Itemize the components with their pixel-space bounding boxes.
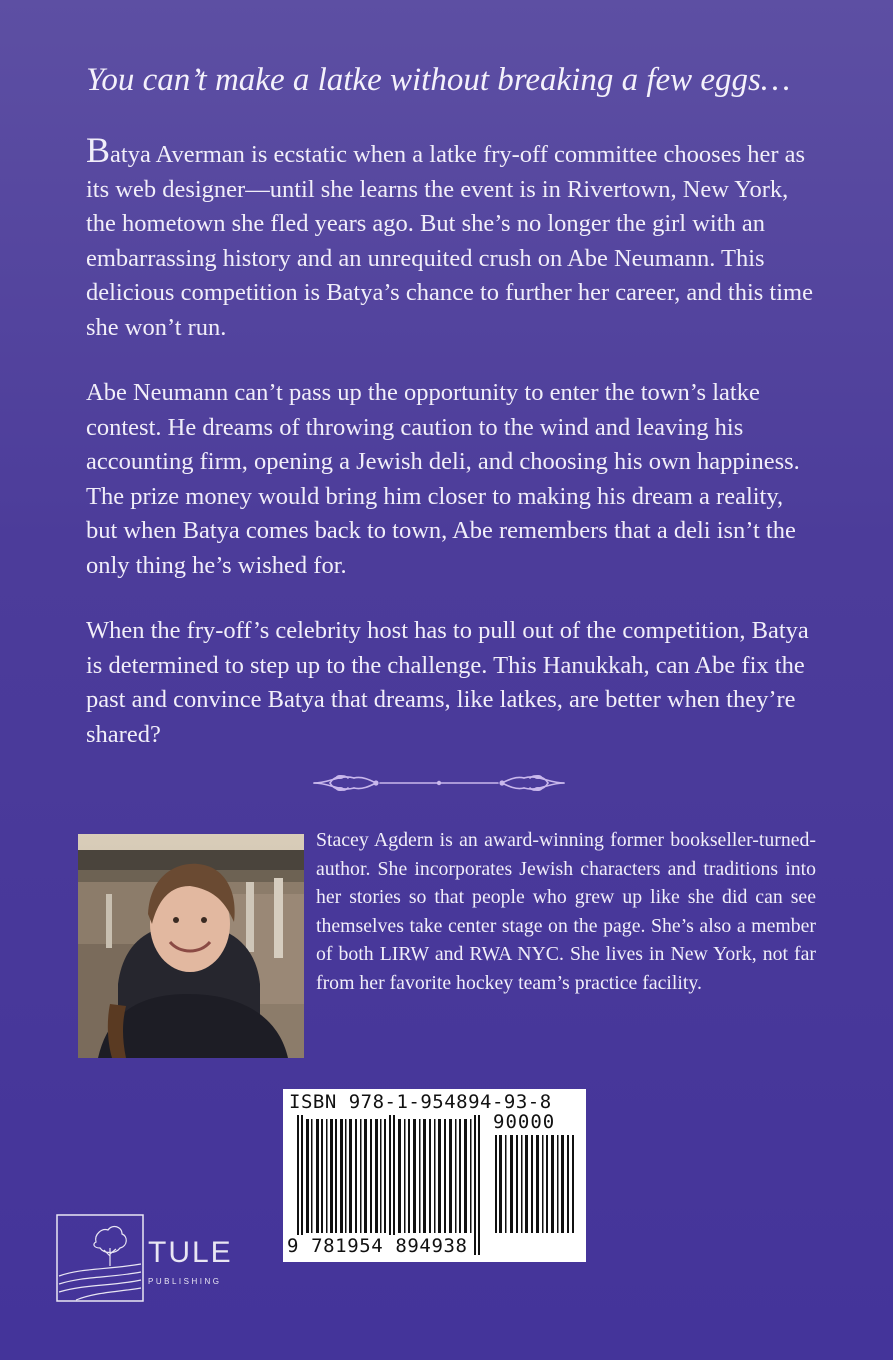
author-photo <box>78 834 304 1058</box>
blurb-paragraph-3: When the fry-off’s celebrity host has to pull out of the competition, Batya is determined to step up to the challenge. This Hanukkah, can Abe fix the past and convince Batya that dreams, like latkes, are better when they’re shared? <box>86 617 809 748</box>
publisher-subtitle: PUBLISHING <box>148 1277 222 1286</box>
author-bio: Stacey Agdern is an award-winning former bookseller-turned-author. She incorporates Jewish characters and traditions into her stories so that people who grew up like she did can see themselves take center stage on the page. She’s also a member of both LIRW and RWA NYC. She lives in New York, not far from her favorite hockey team’s practice facility. <box>316 829 816 994</box>
blurb-paragraph-1-text: atya Averman is ecstatic when a latke fry-off committee chooses her as its web designer—until she learns the event is in Rivertown, New York, the hometown she fled years ago. But she’s no longer the girl with an embarrassing history and an unrequited crush on Abe Neumann. This delicious competition is Batya’s chance to further her career, and this time she won’t run. <box>86 141 813 341</box>
isbn-label: ISBN 978-1-954894-93-8 <box>289 1091 552 1113</box>
barcode-digits: 9 781954 894938 <box>287 1235 468 1257</box>
author-photo-illustration <box>78 834 304 1058</box>
tagline: You can’t make a latke without breaking a few eggs… <box>86 62 791 98</box>
price-code: 90000 <box>493 1111 556 1133</box>
flourish-divider-icon <box>310 768 568 798</box>
isbn-barcode <box>283 1089 586 1262</box>
blurb-paragraph-2: Abe Neumann can’t pass up the opportunity to enter the town’s latke contest. He dreams of throwing caution to the wind and leaving his accounting firm, opening a Jewish deli, and choosing his own happiness. The prize money would bring him closer to making his dream a reality, but when Batya comes back to town, Abe remembers that a deli isn’t the only thing he’s wished for. <box>86 379 800 579</box>
drop-cap: B <box>86 130 111 170</box>
blurb-paragraph-1 <box>86 130 814 345</box>
publisher-name: TULE <box>148 1236 233 1269</box>
